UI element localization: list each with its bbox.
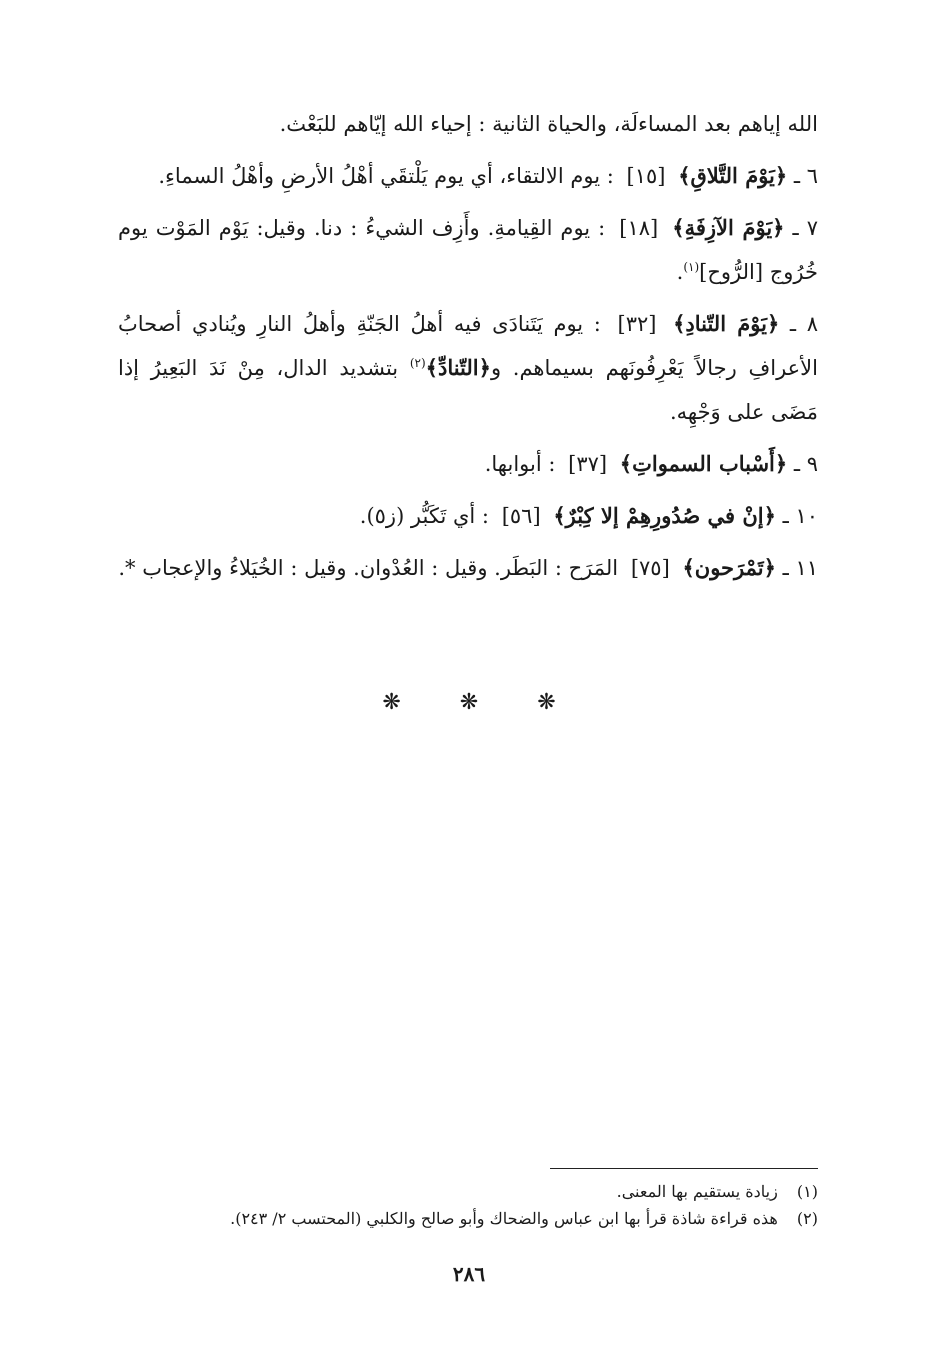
footnote-text: هذه قراءة شاذة قرأ بها ابن عباس والضحاك وأبو صالح والكلبي (المحتسب ٢/ ٢٤٣).	[230, 1209, 778, 1228]
entry-text: : يوم يَتَنادَى فيه أهلُ الجَنّةِ وأهلُ النارِ ويُنادي أصحابُ الأعرافِ رجالاً يَعْرِفُونَهم بسيماهم. و	[118, 312, 818, 380]
footnote-number: (٢)	[796, 1209, 818, 1228]
footnotes	[160, 1178, 818, 1232]
asterism-star: ❋	[382, 690, 401, 715]
footnote-marker: (١)	[683, 260, 700, 274]
entry-number: ٦ ـ	[793, 164, 818, 188]
verse-reference: [١٨]	[619, 216, 659, 240]
footnote-marker: (٢)	[409, 356, 426, 370]
verse-reference: [٣٢]	[617, 312, 657, 336]
footnote-divider	[550, 1168, 818, 1169]
entry-8	[118, 302, 818, 434]
quran-quote-variant: ﴿التّنادِّ﴾	[425, 355, 491, 380]
page-number: ٢٨٦	[452, 1262, 486, 1286]
asterism-star: ❋	[537, 690, 556, 715]
entry-number: ١٠ ـ	[782, 504, 818, 528]
quran-quote: ﴿يَوْمَ التَّلاقِ﴾	[678, 163, 788, 188]
entry-9	[118, 442, 818, 486]
quran-quote: ﴿إنْ في صُدُورِهِمْ إلا كِبْرٌ﴾	[553, 503, 776, 528]
main-text	[118, 102, 818, 598]
verse-reference: [٣٧]	[568, 452, 608, 476]
entry-number: ٧ ـ	[792, 216, 818, 240]
entry-7	[118, 206, 818, 294]
entry-number: ٨ ـ	[789, 312, 818, 336]
entry-tail: .	[676, 260, 684, 284]
quran-quote: ﴿تَمْرَحون﴾	[682, 555, 776, 580]
footnote-1	[160, 1178, 818, 1205]
verse-reference: [١٥]	[626, 164, 666, 188]
continuation-text: الله إياهم بعد المساءلَة، والحياة الثانية : إحياء الله إيّاهم للبَعْث.	[279, 112, 818, 136]
quran-quote: ﴿يَوْمَ التّنادِ﴾	[673, 311, 780, 336]
quran-quote: ﴿يَوْمَ الآزِفَةِ﴾	[672, 215, 785, 240]
entry-10	[118, 494, 818, 538]
entry-number: ١١ ـ	[782, 556, 818, 580]
footnote-2	[160, 1205, 818, 1232]
entry-number: ٩ ـ	[793, 452, 818, 476]
entry-text: : يوم القِيامةِ. وأَزِف الشيءُ : دنا. وقيل: يَوْم المَوْت يوم خُرُوج [الرُّوح]	[118, 216, 818, 284]
entry-text: : أبوابها.	[484, 452, 556, 476]
asterism-star: ❋	[459, 690, 479, 715]
entry-text: المَرَح : البَطَر. وقيل : العُدْوان. وقيل : الخُيَلاءُ والإعجاب *.	[118, 556, 619, 580]
entry-text: : يوم الالتقاء، أي يوم يَلْتقَي أهْلُ الأرضِ وأهْلُ السماءِ.	[158, 164, 614, 188]
quran-quote: ﴿أَسْباب السمواتِ﴾	[619, 451, 788, 476]
entry-6	[118, 154, 818, 198]
paragraph-continuation	[118, 102, 818, 146]
entry-text: : أي تَكَبُّر (ز٥).	[359, 504, 489, 528]
entry-tail: بتشديد الدال، مِنْ نَدَ البَعِيرُ إذا مَضَى على وَجْهِه.	[118, 356, 818, 424]
footnote-number: (١)	[796, 1182, 818, 1201]
entry-11	[118, 546, 818, 590]
section-separator	[0, 690, 938, 730]
footnote-text: زيادة يستقيم بها المعنى.	[616, 1182, 778, 1201]
verse-reference: [٥٦]	[501, 504, 541, 528]
verse-reference: [٧٥]	[630, 556, 670, 580]
